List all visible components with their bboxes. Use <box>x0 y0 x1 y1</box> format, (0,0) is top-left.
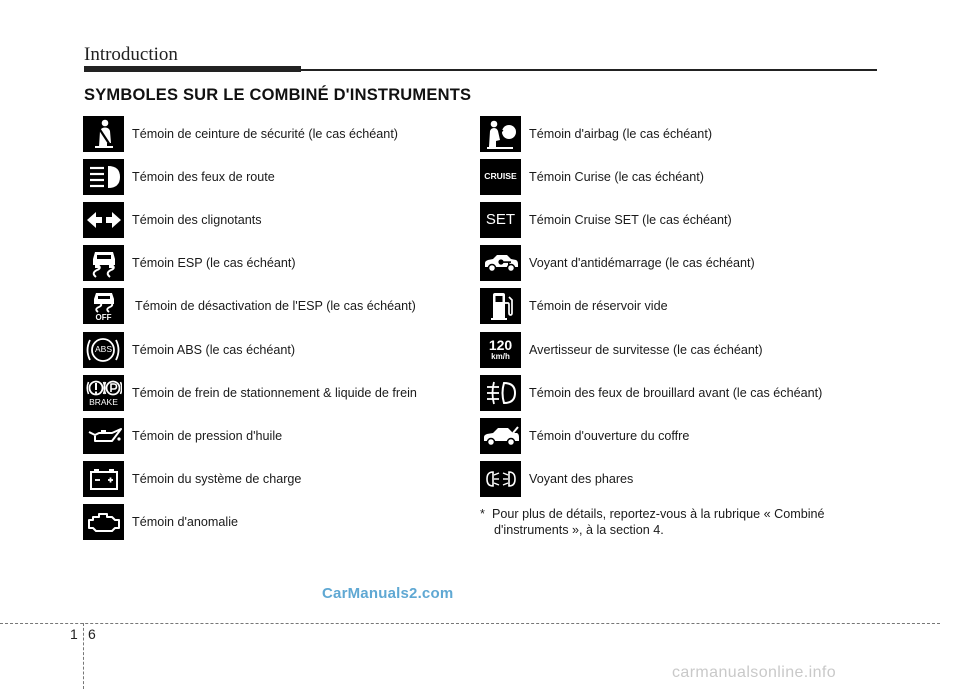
front-fog-icon <box>480 375 521 411</box>
list-item <box>83 328 483 371</box>
header-title: Introduction <box>84 44 178 65</box>
list-item <box>480 155 880 198</box>
list-item <box>480 328 880 371</box>
headlamp-icon <box>480 461 521 497</box>
item-label: Voyant des phares <box>529 472 634 487</box>
abs-icon-text: ABS <box>94 344 112 355</box>
item-label: Témoin des feux de brouillard avant (le cas échéant) <box>529 385 823 400</box>
engine-check-icon <box>83 504 124 540</box>
footer-divider <box>0 623 940 624</box>
list-item <box>83 371 483 414</box>
watermark-link[interactable]: CarManuals2.com <box>322 585 454 602</box>
footer-vertical-divider <box>83 623 84 689</box>
list-item <box>83 458 483 501</box>
oil-pressure-icon <box>83 418 124 454</box>
cruise-icon-text: CRUISE <box>484 171 517 182</box>
list-item <box>83 242 483 285</box>
list-item <box>480 112 880 155</box>
list-item <box>83 414 483 457</box>
list-item <box>480 414 880 457</box>
item-label: Témoin des feux de route <box>132 169 275 184</box>
item-label: Avertisseur de survitesse (le cas échéant) <box>529 342 763 357</box>
list-item <box>480 371 880 414</box>
item-label: Témoin de réservoir vide <box>529 299 668 314</box>
list-item <box>83 198 483 241</box>
list-item <box>480 198 880 241</box>
item-label: Témoin Cruise SET (le cas échéant) <box>529 212 732 227</box>
item-label: Témoin ABS (le cas échéant) <box>132 342 296 357</box>
list-item <box>83 501 483 544</box>
header-rule <box>301 69 877 71</box>
list-item <box>480 242 880 285</box>
footnote-star: * <box>480 507 485 521</box>
item-label: Témoin d'ouverture du coffre <box>529 428 690 443</box>
high-beam-icon <box>83 159 124 195</box>
overspeed-icon <box>480 332 521 368</box>
item-label: Voyant d'antidémarrage (le cas échéant) <box>529 256 755 271</box>
left-symbol-list <box>83 112 483 544</box>
turn-signal-icon <box>83 202 124 238</box>
item-label: Témoin ESP (le cas échéant) <box>132 256 296 271</box>
brake-icon <box>83 375 124 411</box>
item-label: Témoin Curise (le cas échéant) <box>529 169 704 184</box>
section-title: SYMBOLES SUR LE COMBINÉ D'INSTRUMENTS <box>84 86 472 104</box>
cruise-set-icon-text: SET <box>485 211 516 229</box>
right-symbol-list <box>480 112 880 501</box>
item-label: Témoin de ceinture de sécurité (le cas échéant) <box>132 126 399 141</box>
header-bar <box>84 66 301 72</box>
page-section-number: 1 <box>70 626 78 642</box>
item-label: Témoin des clignotants <box>132 212 262 227</box>
list-item <box>83 155 483 198</box>
item-label: Témoin d'anomalie <box>132 515 239 530</box>
cruise-icon <box>480 159 521 195</box>
brake-icon-text: BRAKE <box>89 396 118 407</box>
footnote-line-1: Pour plus de détails, reportez-vous à la rubrique « Combiné <box>492 507 825 521</box>
esp-off-icon <box>83 288 124 324</box>
list-item <box>480 285 880 328</box>
footnote-line-2: d'instruments », à la section 4. <box>494 523 664 537</box>
esp-icon <box>83 245 124 281</box>
cruise-set-icon <box>480 202 521 238</box>
item-label: Témoin du système de charge <box>132 472 302 487</box>
abs-icon <box>83 332 124 368</box>
overspeed-icon-unit: km/h <box>491 352 510 362</box>
airbag-icon <box>480 116 521 152</box>
immobilizer-icon <box>480 245 521 281</box>
page-number: 6 <box>88 626 96 642</box>
trunk-open-icon <box>480 418 521 454</box>
esp-off-icon-text: OFF <box>95 312 112 322</box>
seatbelt-icon <box>83 116 124 152</box>
list-item <box>83 112 483 155</box>
item-label: Témoin de frein de stationnement & liquide de frein <box>132 385 417 400</box>
item-label: Témoin de désactivation de l'ESP (le cas échéant) <box>135 299 416 314</box>
list-item <box>83 285 483 328</box>
item-label: Témoin d'airbag (le cas échéant) <box>529 126 713 141</box>
fuel-icon <box>480 288 521 324</box>
battery-icon <box>83 461 124 497</box>
list-item <box>480 458 880 501</box>
bottom-watermark: carmanualsonline.info <box>672 664 837 681</box>
footnote <box>480 506 880 538</box>
overspeed-icon-value: 120 <box>488 337 513 354</box>
item-label: Témoin de pression d'huile <box>132 428 283 443</box>
